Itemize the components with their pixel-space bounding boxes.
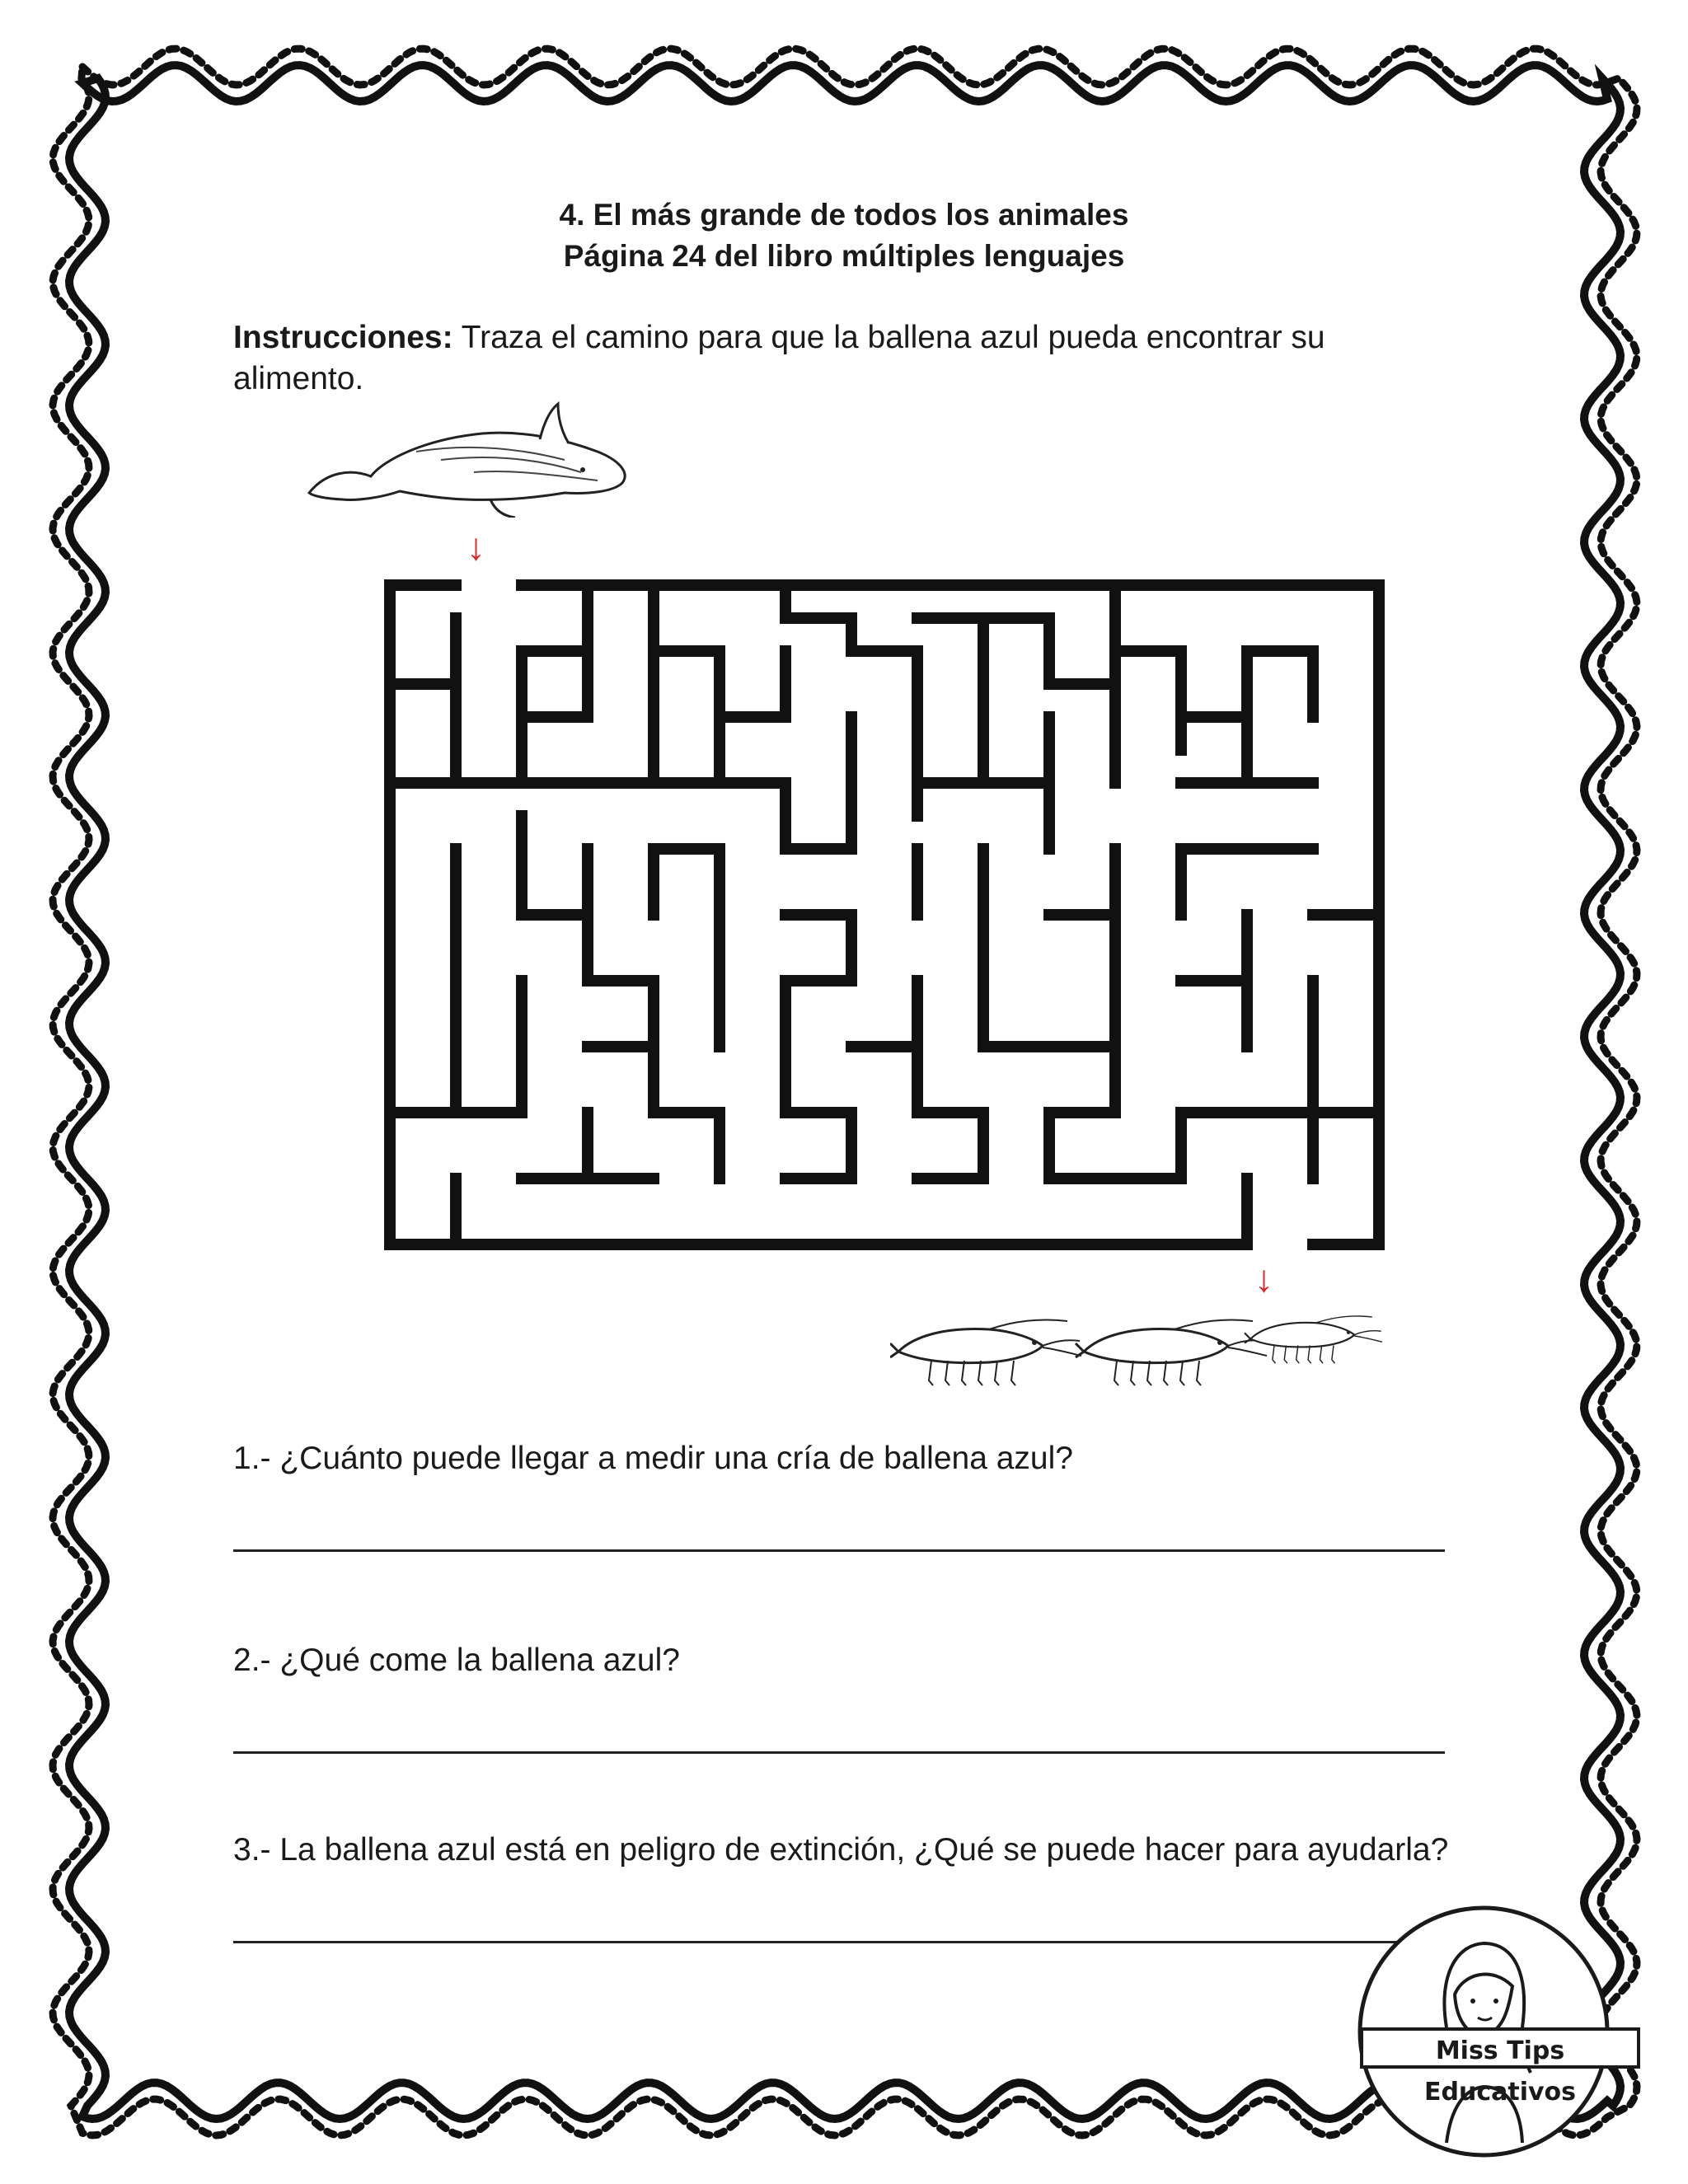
krill-icon: [1076, 1319, 1267, 1385]
instructions: [233, 317, 1453, 400]
whale-illustration: [293, 394, 639, 518]
question-3: 3.- La ballena azul está en peligro de extinción, ¿Qué se puede hacer para ayudarla?: [233, 1832, 1449, 1868]
instructions-label: Instrucciones:: [233, 320, 453, 355]
end-arrow: ↓: [1254, 1257, 1273, 1300]
answer-line-2[interactable]: [233, 1751, 1445, 1754]
start-arrow: ↓: [467, 525, 485, 568]
worksheet-title: 4. El más grande de todos los animales: [559, 198, 1129, 232]
instructions-text: Traza el camino para que la ballena azul pueda encontrar su alimento.: [233, 320, 1325, 396]
worksheet-subtitle: Página 24 del libro múltiples lenguajes: [563, 239, 1125, 273]
answer-line-3[interactable]: [233, 1941, 1445, 1943]
question-2: 2.- ¿Qué come la ballena azul?: [233, 1643, 680, 1678]
maze[interactable]: [382, 577, 1387, 1253]
logo-text: Miss Tips Educativos: [1360, 2027, 1640, 2069]
answer-line-1[interactable]: [233, 1549, 1445, 1552]
krill-icon: [890, 1319, 1081, 1385]
krill-illustration: [890, 1306, 1385, 1397]
question-1: 1.- ¿Cuánto puede llegar a medir una cría de ballena azul?: [233, 1441, 1073, 1476]
